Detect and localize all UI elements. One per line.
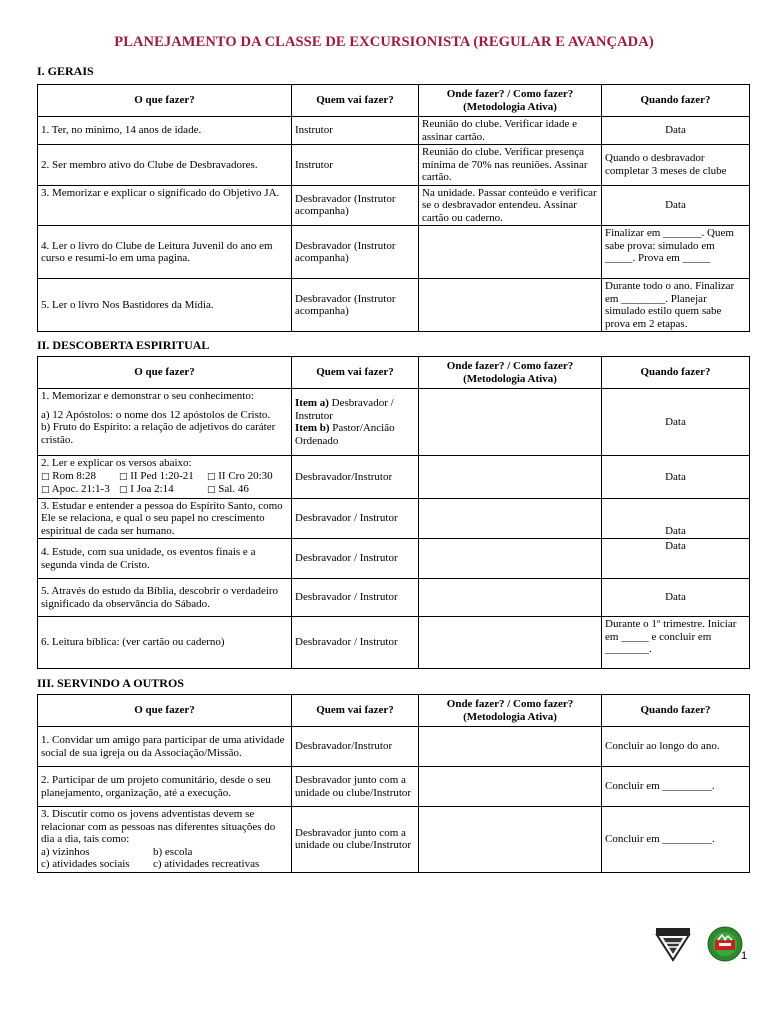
who-item-b-label: Item b) bbox=[295, 422, 330, 434]
verse-item bbox=[119, 470, 207, 484]
cell-what: 3. Estudar e entender a pessoa do Espírito Santo, como Ele se relaciona, e qual o seu papel no crescimento espiritual de cada ser humano. bbox=[38, 498, 292, 539]
cell-where bbox=[419, 617, 602, 669]
verse-ref: I Joa 2:14 bbox=[130, 483, 174, 495]
table-header-row bbox=[38, 85, 750, 117]
table-row bbox=[38, 807, 750, 873]
cell-what: 1. Convidar um amigo para participar de uma atividade social de sua igreja ou da Associação/Missão. bbox=[38, 727, 292, 767]
cell-who: Instrutor bbox=[292, 117, 419, 145]
cell-where bbox=[419, 279, 602, 332]
who-item-b-text: Pastor/Ancião Ordenado bbox=[295, 422, 395, 447]
table-gerais bbox=[37, 84, 750, 332]
table-header-row bbox=[38, 695, 750, 727]
pathfinder-triangle-logo-icon bbox=[654, 926, 692, 962]
cell-where bbox=[419, 389, 602, 456]
section-heading-descoberta: II. DESCOBERTA ESPIRITUAL bbox=[37, 338, 210, 352]
cell-who: Desbravador junto com a unidade ou clube/Instrutor bbox=[292, 767, 419, 807]
cell-where bbox=[419, 498, 602, 539]
option-recreational: c) atividades recreativas bbox=[153, 858, 260, 870]
header-where bbox=[419, 695, 602, 727]
table-row bbox=[38, 145, 750, 186]
table-row bbox=[38, 117, 750, 145]
cell-when: Data bbox=[602, 117, 750, 145]
header-where bbox=[419, 357, 602, 389]
cell-who: Desbravador/Instrutor bbox=[292, 727, 419, 767]
verse-ref: Apoc. 21:1-3 bbox=[51, 483, 110, 495]
cell-what: 5. Ler o livro Nos Bastidores da Mídia. bbox=[38, 279, 292, 332]
verse-ref: II Cro 20:30 bbox=[218, 469, 273, 482]
cell-who: Desbravador / Instrutor bbox=[292, 498, 419, 539]
verse-item bbox=[41, 470, 119, 484]
discussion-options-2 bbox=[41, 858, 288, 871]
header-who: Quem vai fazer? bbox=[292, 357, 419, 389]
cell-when: Concluir em _________. bbox=[602, 767, 750, 807]
cell-what bbox=[38, 807, 292, 873]
book-icon: □ bbox=[119, 471, 128, 482]
cell-where: Na unidade. Passar conteúdo e verificar se o desbravador entendeu. Assinar cartão ou caderno. bbox=[419, 185, 602, 226]
item-intro: 1. Memorizar e demonstrar o seu conhecimento: bbox=[41, 390, 254, 402]
header-where-line2: (Metodologia Ativa) bbox=[463, 372, 557, 385]
who-item-a bbox=[295, 397, 415, 422]
cell-when: Data bbox=[602, 539, 750, 579]
cell-who bbox=[292, 389, 419, 456]
cell-what: 3. Memorizar e explicar o significado do Objetivo JA. bbox=[38, 185, 292, 226]
cell-when: Durante o 1º trimestre. Iniciar em _____ e concluir em ________. bbox=[602, 617, 750, 669]
cell-where bbox=[419, 579, 602, 617]
cell-who: Desbravador / Instrutor bbox=[292, 539, 419, 579]
cell-what: 5. Através do estudo da Bíblia, descobrir o verdadeiro significado da observância do Sábado. bbox=[38, 579, 292, 617]
cell-who: Desbravador (Instrutor acompanha) bbox=[292, 279, 419, 332]
who-item-a-text: Desbravador / Instrutor bbox=[295, 397, 394, 422]
item-a: a) 12 Apóstolos: o nome dos 12 apóstolos de Cristo. bbox=[41, 408, 271, 421]
header-where-line1: Onde fazer? / Como fazer? bbox=[446, 360, 574, 372]
cell-who: Desbravador/Instrutor bbox=[292, 456, 419, 499]
excursionista-class-badge-icon bbox=[707, 926, 743, 962]
verses-intro: 2. Ler e explicar os versos abaixo: bbox=[41, 457, 192, 469]
header-who: Quem vai fazer? bbox=[292, 695, 419, 727]
cell-when: Quando o desbravador completar 3 meses de clube bbox=[602, 145, 750, 186]
cell-when: Durante todo o ano. Finalizar em ________. Planejar simulado estilo quem sabe prova em 2 etapas. bbox=[602, 279, 750, 332]
cell-what: 4. Ler o livro do Clube de Leitura Juvenil do ano em curso e resumi-lo em uma pagina. bbox=[38, 226, 292, 279]
who-item-b bbox=[295, 422, 415, 447]
header-when: Quando fazer? bbox=[602, 85, 750, 117]
header-where bbox=[419, 85, 602, 117]
table-row bbox=[38, 226, 750, 279]
table-servindo bbox=[37, 694, 750, 873]
page-title: PLANEJAMENTO DA CLASSE DE EXCURSIONISTA (REGULAR E AVANÇADA) bbox=[114, 34, 654, 50]
option-neighbors: a) vizinhos bbox=[41, 845, 90, 858]
cell-when: Data bbox=[602, 389, 750, 456]
cell-who: Desbravador (Instrutor acompanha) bbox=[292, 185, 419, 226]
book-icon: □ bbox=[207, 485, 216, 495]
header-when: Quando fazer? bbox=[602, 357, 750, 389]
table-row bbox=[38, 617, 750, 669]
table-row bbox=[38, 727, 750, 767]
cell-when: Data bbox=[602, 498, 750, 539]
cell-what: 1. Ter, no mínimo, 14 anos de idade. bbox=[38, 117, 292, 145]
header-who: Quem vai fazer? bbox=[292, 85, 419, 117]
table-row bbox=[38, 498, 750, 539]
table-header-row bbox=[38, 357, 750, 389]
verse-item bbox=[119, 483, 207, 497]
cell-where bbox=[419, 539, 602, 579]
table-row bbox=[38, 539, 750, 579]
header-where-line2: (Metodologia Ativa) bbox=[463, 100, 557, 113]
table-row bbox=[38, 279, 750, 332]
cell-when: Data bbox=[602, 185, 750, 226]
verse-item bbox=[41, 483, 119, 497]
page-number: 1 bbox=[741, 950, 748, 962]
verse-item bbox=[207, 470, 273, 482]
header-when: Quando fazer? bbox=[602, 695, 750, 727]
table-descoberta bbox=[37, 356, 750, 669]
cell-where bbox=[419, 456, 602, 499]
verses-line-1 bbox=[41, 470, 288, 484]
header-what: O que fazer? bbox=[38, 85, 292, 117]
header-where-line1: Onde fazer? / Como fazer? bbox=[446, 88, 574, 100]
cell-who: Desbravador / Instrutor bbox=[292, 579, 419, 617]
discussion-intro: 3. Discutir como os jovens adventistas devem se relacionar com as pessoas nas diferentes situações do dia a dia, tais como: bbox=[41, 808, 276, 845]
header-where-line2: (Metodologia Ativa) bbox=[463, 710, 557, 723]
cell-where: Reunião do clube. Verificar idade e assinar cartão. bbox=[419, 117, 602, 145]
cell-who: Desbravador junto com a unidade ou clube/Instrutor bbox=[292, 807, 419, 873]
cell-who: Instrutor bbox=[292, 145, 419, 186]
cell-who: Desbravador (Instrutor acompanha) bbox=[292, 226, 419, 279]
cell-where: Reunião do clube. Verificar presença mínima de 70% nas reuniões. Assinar cartão. bbox=[419, 145, 602, 186]
header-where-line1: Onde fazer? / Como fazer? bbox=[446, 698, 574, 710]
table-row bbox=[38, 579, 750, 617]
table-row bbox=[38, 185, 750, 226]
section-heading-gerais: I. GERAIS bbox=[37, 64, 94, 78]
cell-what bbox=[38, 456, 292, 499]
cell-who: Desbravador / Instrutor bbox=[292, 617, 419, 669]
cell-where bbox=[419, 727, 602, 767]
section-heading-servindo: III. SERVINDO A OUTROS bbox=[37, 676, 184, 690]
table-row bbox=[38, 389, 750, 456]
cell-when: Data bbox=[602, 579, 750, 617]
cell-what bbox=[38, 389, 292, 456]
cell-when: Concluir ao longo do ano. bbox=[602, 727, 750, 767]
item-b: b) Fruto do Espírito: a relação de adjetivos do caráter cristão. bbox=[41, 421, 276, 446]
cell-what: 4. Estude, com sua unidade, os eventos finais e a segunda vinda de Cristo. bbox=[38, 539, 292, 579]
table-row bbox=[38, 767, 750, 807]
cell-what: 2. Participar de um projeto comunitário, desde o seu planejamento, organização, até a execução. bbox=[38, 767, 292, 807]
option-school: b) escola bbox=[153, 845, 193, 858]
who-item-a-label: Item a) bbox=[295, 397, 329, 409]
header-what: O que fazer? bbox=[38, 357, 292, 389]
cell-where bbox=[419, 767, 602, 807]
book-icon: □ bbox=[41, 485, 50, 495]
cell-what: 2. Ser membro ativo do Clube de Desbravadores. bbox=[38, 145, 292, 186]
discussion-options-1 bbox=[41, 846, 288, 859]
cell-where bbox=[419, 226, 602, 279]
verse-ref: II Ped 1:20-21 bbox=[130, 469, 194, 482]
cell-when: Concluir em _________. bbox=[602, 807, 750, 873]
book-icon: □ bbox=[207, 471, 216, 482]
verse-item bbox=[207, 483, 249, 495]
verses-line-2 bbox=[41, 483, 288, 497]
cell-when: Data bbox=[602, 456, 750, 499]
option-social: c) atividades sociais bbox=[41, 858, 130, 870]
book-icon: □ bbox=[119, 485, 128, 495]
header-what: O que fazer? bbox=[38, 695, 292, 727]
cell-what: 6. Leitura bíblica: (ver cartão ou caderno) bbox=[38, 617, 292, 669]
table-row bbox=[38, 456, 750, 499]
cell-where bbox=[419, 807, 602, 873]
book-icon: □ bbox=[41, 471, 50, 482]
verse-ref: Sal. 46 bbox=[218, 483, 249, 495]
verse-ref: Rom 8:28 bbox=[52, 469, 96, 482]
cell-when: Finalizar em _______. Quem sabe prova: simulado em _____. Prova em _____ bbox=[602, 226, 750, 279]
